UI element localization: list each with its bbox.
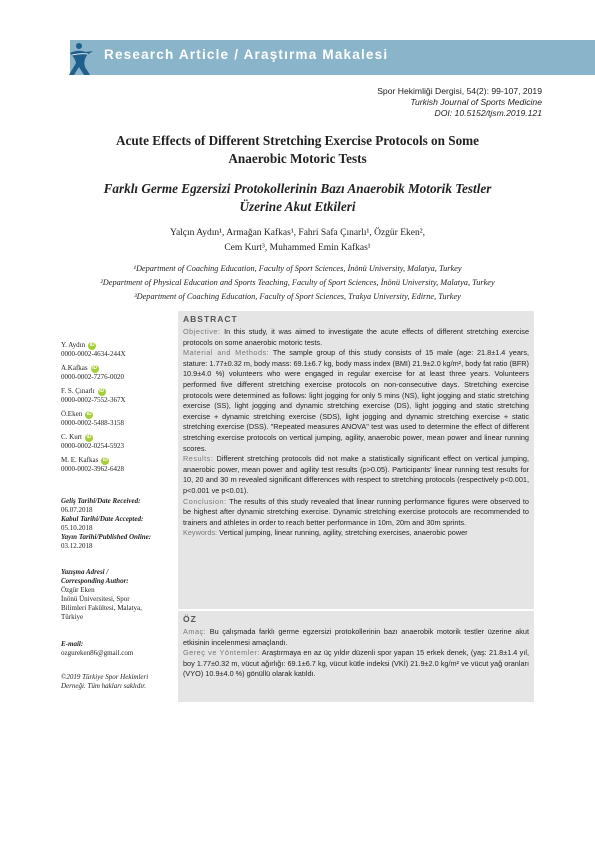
copyright-notice: ©2019 Türkiye Spor Hekimleri Derneği. Tüm hakları saklıdır. xyxy=(61,673,149,690)
author-name: Ö.Eken xyxy=(61,410,83,418)
address-line: Özgür Eken xyxy=(61,586,95,594)
author-list: Yalçın Aydın¹, Armağan Kafkas¹, Fahri Safa Çınarlı¹, Özgür Eken², Cem Kurt³, Muhammed Emin Kafkas¹ xyxy=(170,228,425,253)
journal-name: Turkish Journal of Sports Medicine xyxy=(410,97,542,107)
orcid-entry xyxy=(61,410,177,428)
email-label: E-mail: xyxy=(61,640,84,648)
orcid-id: 0000-0002-0254-5923 xyxy=(61,442,124,450)
orcid-entry xyxy=(61,364,177,382)
published-date: 03.12.2018 xyxy=(61,542,93,550)
orcid-list xyxy=(61,341,177,479)
orcid-icon[interactable]: iD xyxy=(92,365,98,371)
doi-link[interactable]: DOI: 10.5152/tjsm.2019.121 xyxy=(434,108,542,118)
title-english: Acute Effects of Different Stretching Exercise Protocols on Some Anaerobic Motoric Tests xyxy=(115,133,480,166)
address-line: İnönü Üniversitesi, Spor xyxy=(61,595,130,603)
abstract-results: Results: Different stretching protocols did not make a statistically significant effect on vertical jumping, anaerobic power, mean power and agility test results (p>0.05). Participants' linear running test results for 10, 20 and 30 m revealed significant differences with respect to stretching protocols (respectively p<0.001, p<0.001 ve p<0.01). xyxy=(183,454,529,495)
received-label: Geliş Tarihi/Date Received: xyxy=(61,497,141,505)
oz-gerec: Gereç ve Yöntemler: Araştırmaya en az üç yıldır düzenli spor yapan 15 erkek denek, (yaş: 21.8±1.4 yıl, boy 1.77±0.32 m, vücut ağırlığı: 69.1±6.7 kg, vücut kütle indeksi (VKİ) 21.9±2.0 kg/m² ve vücut yağ oranları (VYO) 10.9±4.0 %) gönüllü olarak katıldı. xyxy=(183,648,529,679)
email-link[interactable]: ozgureken86@gmail.com xyxy=(61,649,134,657)
affiliation-2: ²Department of Physical Education and Sports Teaching, Faculty of Sport Sciences, İnönü University, Malatya, Turkey xyxy=(100,278,495,287)
address-line: Bilimleri Fakültesi, Malatya, xyxy=(61,604,142,612)
author-name: F. S. Çınarlı xyxy=(61,387,95,395)
orcid-icon[interactable]: iD xyxy=(86,411,92,417)
article-type-banner: Research Article / Araştırma Makalesi xyxy=(104,47,389,62)
orcid-icon[interactable]: iD xyxy=(102,457,108,463)
orcid-id: 0000-0002-5488-3158 xyxy=(61,419,124,427)
journal-citation: Spor Hekimliği Dergisi, 54(2): 99-107, 2019 xyxy=(377,86,542,96)
orcid-entry xyxy=(61,341,177,359)
corresponding-label: Corresponding Author: xyxy=(61,577,129,585)
accepted-date: 05.10.2018 xyxy=(61,524,93,532)
abstract-box xyxy=(178,311,534,609)
author-name: Y. Aydın xyxy=(61,341,86,349)
orcid-icon[interactable]: iD xyxy=(89,342,95,348)
article-dates xyxy=(61,497,177,551)
orcid-id: 0000-0002-4634-244X xyxy=(61,350,126,358)
received-date: 06.07.2018 xyxy=(61,506,93,514)
abstract-heading: ABSTRACT xyxy=(183,314,238,324)
abstract-objective: Objective: In this study, it was aimed to investigate the acute effects of different stretching exercise protocols on some anaerobic motoric tests. xyxy=(183,327,530,347)
journal-logo-icon xyxy=(68,41,96,77)
orcid-icon[interactable]: iD xyxy=(86,434,92,440)
corresponding-author xyxy=(61,568,177,622)
orcid-id: 0000-0002-7276-0020 xyxy=(61,373,124,381)
oz-heading: ÖZ xyxy=(183,614,197,624)
oz-box xyxy=(178,611,534,702)
orcid-id: 0000-0002-3962-6428 xyxy=(61,465,124,473)
email-block xyxy=(61,640,177,658)
abstract-conclusion: Conclusion: The results of this study revealed that linear running performance figures were observed to be highest after dynamic stretching exercise. Dynamic stretching exercise protocols are recommended to trainers and athletes in order to reach better performance in 10m, 20m and 30m sprints. xyxy=(183,496,529,527)
orcid-entry xyxy=(61,433,177,451)
orcid-entry xyxy=(61,387,177,405)
abstract-keywords: Keywords: Vertical jumping, linear running, agility, stretching exercises, anaerobic power xyxy=(183,528,468,538)
author-name: A.Kafkas xyxy=(61,364,88,372)
accepted-label: Kabul Tarihi/Date Accepted: xyxy=(61,515,144,523)
orcid-icon[interactable]: iD xyxy=(99,388,105,394)
title-turkish: Farklı Germe Egzersizi Protokollerinin Bazı Anaerobik Motorik Testler Üzerine Akut Etkileri xyxy=(103,181,492,214)
abstract-methods: Material and Methods: The sample group of this study consists of 15 male (age: 21.8±1.4 years, stature: 1.77±0.32 m, body mass: 69.1±6.7 kg, body mass index (BMI) 21.9±2.0 kg/m², body fat ratio (BFR) 10.9±4.0 %) volunteers who were engaged in regular exercise for at least three years. Volunteers performed five different stretching exercise protocols on non-consecutive days. Stretching exercise protocols were determined as follows: light jogging for only 5 mins (NS), light jogging and static stretching exercise (SS), light jogging and dynamic stretching exercise (DS), light jogging and static stretching exercise + dynamic stretching exercise (SDS), light jogging and dynamic stretching exercise + static stretching exercise (DSS). "Repeated measures ANOVA" test was used to determine the effect of different stretching exercise protocols on vertical jumping, agility, anaerobic power, mean power and linear running scores. xyxy=(183,348,529,453)
published-label: Yayın Tarihi/Published Online: xyxy=(61,533,152,541)
orcid-id: 0000-0002-7552-367X xyxy=(61,396,126,404)
address-line: Türkiye xyxy=(61,613,84,621)
corresponding-label: Yazışma Adresi / xyxy=(61,568,109,576)
orcid-entry xyxy=(61,456,177,474)
author-name: M. E. Kafkas xyxy=(61,456,99,464)
affiliation-1: ¹Department of Coaching Education, Faculty of Sport Sciences, İnönü University, Malatya, Turkey xyxy=(133,264,462,273)
oz-amac: Amaç: Bu çalışmada farklı germe egzersizi protokollerinin bazı anaerobik motorik testler üzerine akut etkisinin incelenmesi amaçlandı. xyxy=(183,627,529,647)
affiliation-3: ³Department of Coaching Education, Faculty of Sport Sciences, Trakya University, Edirne, Turkey xyxy=(134,292,461,301)
author-name: C. Kurt xyxy=(61,433,82,441)
